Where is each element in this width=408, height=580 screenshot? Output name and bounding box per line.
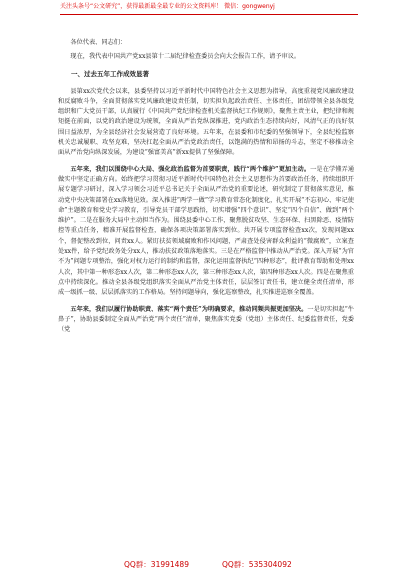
paragraph-3: [58, 305, 354, 336]
header-divider: [60, 14, 358, 15]
paragraph-3-body: 一是切实担起“牛鼻子”，协助县委制定全面从严治党“两个责任”清单，聚焦落实党委（党组）主体责任、纪委监督责任，党委（党: [58, 305, 354, 334]
header-banner: [60, 0, 350, 14]
document-body: [58, 38, 354, 341]
section-title: 一、过去五年工作成效显著: [71, 69, 149, 78]
intro-paragraph: 现在，我代表中国共产党xx县第十二届纪律检查委员会向大会报告工作，请予审议。: [70, 53, 301, 61]
header-banner-text: 关注头条号“公文研究”，获得最新最全最专业的公文资料库！ 微信：gongwenyj: [60, 3, 275, 10]
paragraph-1: 县第xx次党代会以来，县委坚持以习近平新时代中国特色社会主义思想为指导，高度重视党风廉政建设和反腐败斗争，全面贯彻落实党风廉政建设责任制，切实担负起政治责任、主体责任，团结带领全县各级党组织和广大党员干部，认真履行《中国共产党纪律检查机关监督执纪工作规则》，聚焦主责主业，把纪律和规矩挺在前面，以党的政治建设为统领，全面从严治党纵深推进，党内政治生态持续向好，风清气正的良好氛围日益浓厚，为全县经济社会发展营造了良好环境。五年来，在县委和市纪委的坚强领导下，全县纪检监察机关忠诚履职、攻坚克难，坚决扛起全面从严治党政治责任，以饱满的热情和昂扬的斗志，坚定不移推动全面从严治党向纵深发展，为建设“强富美高”新xx提供了坚强保障。: [58, 87, 354, 157]
paragraph-2-lead: 五年来，我们以围绕中心大局、强化政治监督为首要职责，践行“两个维护”更加主动。: [70, 165, 311, 173]
paragraph-2-body: 一是在学懂弄通做实中坚定正确方向。始终把学习贯彻习近平新时代中国特色社会主义思想作为首要政治任务，持续组织开展专题学习研讨，深入学习领会习近平总书记关于全面从严治党的重要论述，研究制定了贯彻落实意见，推动党中央决策部署在xx落地见效。深入推进“两学一做”学习教育常态化制度化，扎实开展“不忘初心、牢记使命”主题教育和党史学习教育，引导党员干部学思践悟，切实增强“四个意识”、坚定“四个自信”、做到“两个维护”。二是在服务大局中主动担当作为。围绕县委中心工作，聚焦脱贫攻坚、生态环保、扫黑除恶、疫情防控等重点任务，精准开展监督检查，确保各项决策部署落实到位。共开展专项监督检查xx次，发现问题xx个，督促整改到位，问责xx人。紧盯扶贫领域腐败和作风问题，严肃查处侵害群众利益的“微腐败”，立案查处xx件，给予党纪政务处分xx人，推动扶贫政策落地落实。三是在严格监督中推动从严治党。深入开展“为官不为”问题专项整治，强化对权力运行的制约和监督，深化运用监督执纪“四种形态”，批评教育帮助和处理xx人次，其中第一种形态xx人次，第二种形态xx人次，第三种形态xx人次，第四种形态xx人次。四是在聚焦重点中持续深化。推动全县各级党组织落实全面从严治党主体责任，层层签订责任书，建立健全责任清单，形成一级抓一级、层层抓落实的工作格局。坚持问题导向，强化巡察整改，扎实推进巡察全覆盖。: [58, 165, 355, 297]
qq-group-1: QQ群：31991489: [124, 560, 189, 569]
qq-group-2: QQ群：535304092: [222, 560, 292, 569]
footer: [0, 559, 408, 573]
salutation: 各位代表、同志们：: [70, 39, 127, 46]
paragraph-3-lead: 五年来，我们以履行协助职责、落实“两个责任”为明确要求，推动同频共振更加坚决。: [70, 305, 308, 313]
paragraph-2: [58, 165, 354, 299]
